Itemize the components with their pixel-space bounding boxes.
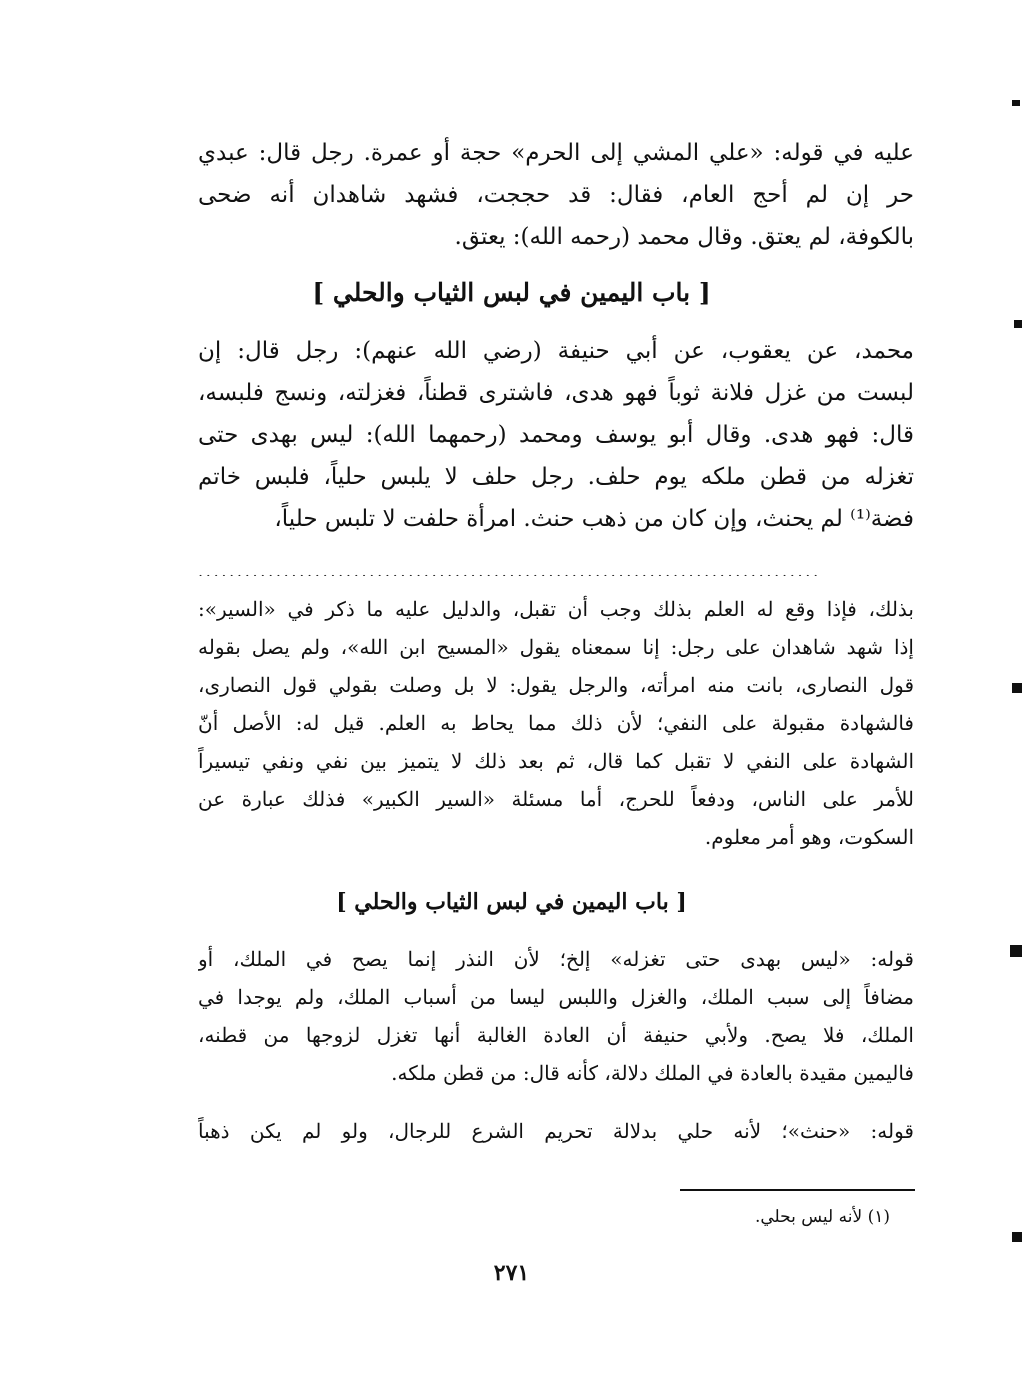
commentary-line: قوله: «ليس بهدى حتى تغزله» إلخ؛ لأن النذر إنما يصح في الملك، أو — [198, 947, 914, 971]
commentary-line: السكوت، وهو أمر معلوم. — [704, 825, 914, 849]
commentary-line: للأمر على الناس، ودفعاً للحرج، أما مسئلة «السير الكبير» فذلك عبارة عن — [198, 787, 914, 811]
section-heading: [ باب اليمين في لبس الثياب والحلي ] — [312, 278, 711, 307]
text-line: بالكوفة، لم يعتق. وقال محمد (رحمه الله): يعتق. — [454, 224, 914, 250]
main-text-block-2 — [198, 330, 914, 540]
main-text-block-1 — [198, 132, 914, 258]
commentary-block-2 — [198, 940, 914, 1092]
scan-edge-mark — [1012, 1232, 1022, 1242]
text-line: محمد، عن يعقوب، عن أبي حنيفة (رضي الله عنهم): رجل قال: إن — [198, 338, 914, 364]
commentary-line: إذا شهد شاهدان على رجل: إنا سمعناه يقول «المسيح ابن الله»، ولم يصل بقوله — [198, 635, 914, 659]
commentary-block-3 — [198, 1112, 914, 1150]
commentary-line: فالشهادة مقبولة على النفي؛ لأن ذلك مما يحاط به العلم. قيل له: الأصل أنّ — [198, 711, 914, 735]
text-line: تغزله من قطن ملكه يوم حلف. رجل حلف لا يلبس حلياً، فلبس خاتم — [198, 464, 914, 490]
commentary-line: قوله: «حنث»؛ لأنه حلي بدلالة تحريم الشرع للرجال، ولو لم يكن ذهباً — [198, 1119, 914, 1143]
text-line: فضة⁽¹⁾ لم يحنث، وإن كان من ذهب حنث. امرأة حلفت لا تلبس حلياً، — [274, 506, 914, 532]
scan-edge-mark — [1012, 683, 1022, 693]
commentary-line: مضافاً إلى سبب الملك، والغزل واللبس ليسا من أسباب الملك، ولم يوجدا في — [198, 985, 914, 1009]
text-line: حر إن لم أحج العام، فقال: قد حججت، فشهد شاهدان أنه ضحى — [198, 182, 914, 208]
page-number: ٢٧١ — [493, 1260, 530, 1286]
dotted-separator: ................................................................................ — [198, 562, 821, 576]
commentary-line: فاليمين مقيدة بالعادة في الملك دلالة، كأنه قال: من قطن ملكه. — [391, 1061, 914, 1085]
commentary-line: قول النصارى، بانت منه امرأته، والرجل يقول: لا بل وصلت بقولي قول النصارى، — [198, 673, 914, 697]
text-line: لبست من غزل فلانة ثوباً فهو هدى، فاشترى قطناً، فغزلته، ونسج فلبسه، — [198, 380, 914, 406]
footnote-rule — [680, 1189, 915, 1191]
scan-edge-mark — [1012, 100, 1020, 106]
commentary-block-1 — [198, 590, 914, 856]
commentary-line: بذلك، فإذا وقع له العلم بذلك وجب أن تقبل، والدليل عليه ما ذكر في «السير»: — [198, 597, 914, 621]
scan-edge-mark — [1014, 320, 1022, 328]
text-line: عليه في قوله: «علي المشي إلى الحرم» حجة أو عمرة. رجل قال: عبدي — [198, 140, 914, 166]
footnote: (١) لأنه ليس بحلي. — [754, 1207, 890, 1227]
scan-edge-mark — [1010, 945, 1022, 957]
section-heading: [ باب اليمين في لبس الثياب والحلي ] — [336, 889, 687, 915]
text-line: قال: فهو هدى. وقال أبو يوسف ومحمد (رحمهما الله): ليس بهدى حتى — [198, 422, 914, 448]
commentary-line: الملك، فلا يصح. ولأبي حنيفة أن العادة الغالبة أنها تغزل لزوجها من قطنه، — [198, 1023, 914, 1047]
commentary-line: الشهادة على النفي لا تقبل كما قال، ثم بعد ذلك لا يتميز بين نفي ونفي تيسيراً — [198, 749, 914, 773]
